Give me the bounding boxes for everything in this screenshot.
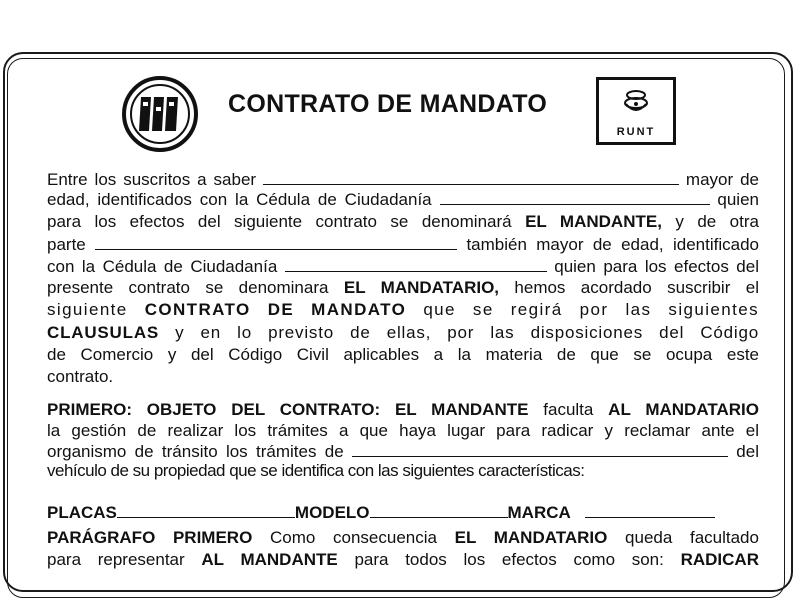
intro-text: de Comercio y del Código Civil aplicables a la materia de que se ocupa este [47, 345, 759, 364]
intro-line-4 [47, 234, 759, 255]
primero-text: vehículo de su propiedad que se identifica con las siguientes características: [47, 461, 585, 480]
paragrafo-text: queda facultado [625, 528, 759, 547]
intro-line-6 [47, 278, 759, 298]
vehicle-fields-row [47, 502, 759, 523]
name-blank[interactable] [263, 169, 679, 185]
second-party-name-blank[interactable] [95, 234, 457, 250]
transit-authority-logo [121, 75, 199, 153]
runt-logo-text: RUNT [616, 126, 656, 138]
radicar-term: RADICAR [680, 550, 759, 569]
intro-text: y de otra [675, 212, 759, 231]
primero-text: del [736, 442, 759, 461]
primero-line-2 [47, 421, 759, 441]
intro-text: Entre los suscritos a saber [47, 170, 257, 189]
contract-name-term: CONTRATO DE MANDATO [144, 300, 407, 319]
intro-line-7 [47, 300, 759, 320]
primero-text: la gestión de realizar los trámites a que haya lugar para radicar y reclamar ante el [47, 421, 759, 440]
primero-heading: PRIMERO: OBJETO DEL CONTRATO: EL MANDANTE [47, 400, 529, 419]
modelo-blank[interactable] [370, 502, 508, 518]
paragrafo-line-2 [47, 550, 759, 570]
modelo-label: MODELO [294, 503, 370, 522]
intro-text: que se regirá por las siguientes [423, 300, 759, 319]
intro-text: siguiente [47, 300, 128, 319]
intro-line-2 [47, 189, 759, 210]
intro-text: quien [717, 190, 759, 209]
intro-line-10 [47, 367, 759, 387]
intro-line-9 [47, 345, 759, 365]
intro-text: parte [47, 235, 86, 254]
primero-text: organismo de tránsito los trámites de [47, 442, 344, 461]
procedures-blank[interactable] [352, 441, 728, 457]
mandatario-term: EL MANDATARIO [454, 528, 608, 547]
intro-text: con la Cédula de Ciudadanía [47, 257, 278, 276]
placas-label: PLACAS [47, 503, 117, 522]
paragrafo-line-1 [47, 528, 759, 548]
intro-text: presente contrato se denominara [47, 278, 329, 297]
intro-text: contrato. [47, 367, 114, 386]
paragrafo-heading: PARÁGRAFO PRIMERO [47, 528, 253, 547]
mandatario-term: EL MANDATARIO, [343, 278, 500, 297]
second-id-number-blank[interactable] [285, 256, 547, 272]
intro-text: para los efectos del siguiente contrato se denominará [47, 212, 512, 231]
paragrafo-text: para representar [47, 550, 185, 569]
primero-line-1 [47, 400, 759, 420]
intro-text: edad, identificados con la Cédula de Ciudadanía [47, 190, 432, 209]
marca-label: MARCA [507, 503, 571, 522]
intro-line-1 [47, 169, 759, 190]
mandante-term: EL MANDANTE, [525, 212, 662, 231]
runt-emblem-icon [599, 82, 673, 126]
runt-logo [596, 77, 676, 145]
marca-blank[interactable] [585, 502, 715, 518]
primero-line-4 [47, 461, 759, 481]
primero-line-3 [47, 441, 759, 462]
intro-text: hemos acordado suscribir el [514, 278, 759, 297]
intro-text: también mayor de edad, identificado [466, 235, 759, 254]
placas-blank[interactable] [117, 502, 295, 518]
document-title: CONTRATO DE MANDATO [228, 90, 548, 118]
intro-text: mayor de [685, 170, 759, 189]
intro-text: y en lo previsto de ellas, por las disposiciones del Código [175, 323, 759, 342]
mandatario-term: AL MANDATARIO [608, 400, 759, 419]
primero-text: faculta [543, 400, 594, 419]
intro-line-8 [47, 323, 759, 343]
id-number-blank[interactable] [440, 189, 710, 205]
mandante-term: AL MANDANTE [201, 550, 338, 569]
clausulas-term: CLAUSULAS [47, 323, 160, 342]
intro-line-5 [47, 256, 759, 277]
intro-line-3 [47, 212, 759, 232]
paragrafo-text: para todos los efectos como son: [354, 550, 664, 569]
paragrafo-text: Como consecuencia [269, 528, 437, 547]
intro-text: quien para los efectos del [554, 257, 759, 276]
